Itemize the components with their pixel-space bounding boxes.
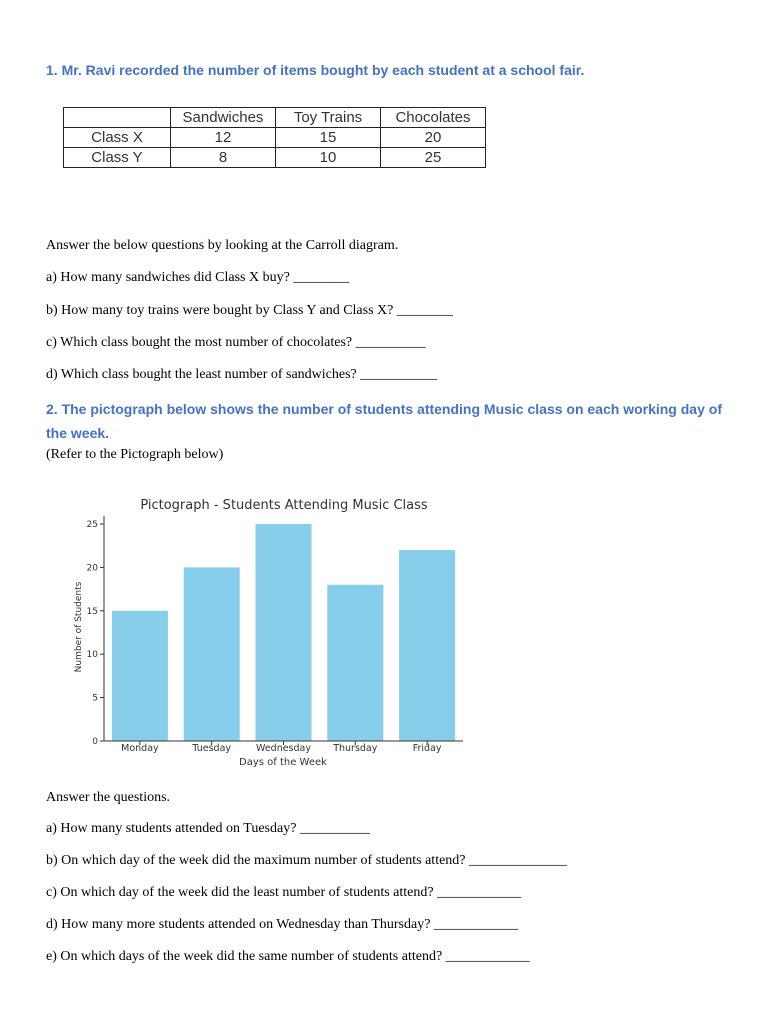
chart-title: Pictograph - Students Attending Music Class [140,498,428,513]
q2-question-b: b) On which day of the week did the maximum number of students attend? ______________ [46,853,568,868]
q1-heading: 1. Mr. Ravi recorded the number of items bought by each student at a school fair. [46,62,585,78]
table-cell: 20 [381,128,486,148]
q1-question-b: b) How many toy trains were bought by Class Y and Class X? ________ [46,303,453,318]
q1-question-d: d) Which class bought the least number of sandwiches? ___________ [46,367,438,382]
table-cell: Class X [64,128,171,148]
table-cell: 12 [171,128,276,148]
y-tick-label: 15 [86,606,98,617]
y-tick-label: 0 [92,737,98,747]
x-tick-label: Tuesday [192,743,232,754]
q2-question-e: e) On which days of the week did the same number of students attend? ____________ [46,949,530,964]
table-cell: 8 [171,148,276,168]
chart-ylabel: Number of Students [74,581,84,673]
x-tick-label: Friday [412,743,442,754]
bar-friday [399,550,455,741]
table-header-row [64,108,486,128]
x-tick-label: Thursday [333,743,378,754]
table-row [64,148,486,168]
y-tick-label: 10 [86,650,98,661]
q2-question-c: c) On which day of the week did the least number of students attend? ____________ [46,885,522,900]
music-class-bar-chart [44,486,474,776]
table-header-cell [64,108,171,128]
q2-question-a: a) How many students attended on Tuesday? __________ [46,821,370,836]
table-cell: Class Y [64,148,171,168]
x-tick-label: Wednesday [255,743,312,754]
x-tick-label: Monday [121,743,159,754]
table-header-cell: Sandwiches [171,108,276,128]
y-tick-label: 5 [92,693,98,704]
carroll-table [63,107,486,168]
q1-intro: Answer the below questions by looking at the Carroll diagram. [46,238,399,253]
q1-question-c: c) Which class bought the most number of chocolates? __________ [46,335,426,350]
q2-question-d: d) How many more students attended on Wednesday than Thursday? ____________ [46,917,518,932]
table-header-cell: Toy Trains [276,108,381,128]
y-tick-label: 20 [86,563,98,574]
bar-tuesday [184,567,240,741]
table-cell: 15 [276,128,381,148]
q1-question-a: a) How many sandwiches did Class X buy? ________ [46,270,350,285]
q2-refer-note: (Refer to the Pictograph below) [46,447,224,462]
table-cell: 10 [276,148,381,168]
chart-xlabel: Days of the Week [239,757,327,768]
y-tick-label: 25 [86,520,98,530]
bar-wednesday [255,524,311,741]
table-cell: 25 [381,148,486,168]
q2-heading: 2. The pictograph below shows the number of students attending Music class on each working day of the week. [46,401,722,441]
bar-monday [112,611,168,741]
table-row [64,128,486,148]
table-header-cell: Chocolates [381,108,486,128]
bar-thursday [327,585,383,741]
q2-intro: Answer the questions. [46,790,171,805]
